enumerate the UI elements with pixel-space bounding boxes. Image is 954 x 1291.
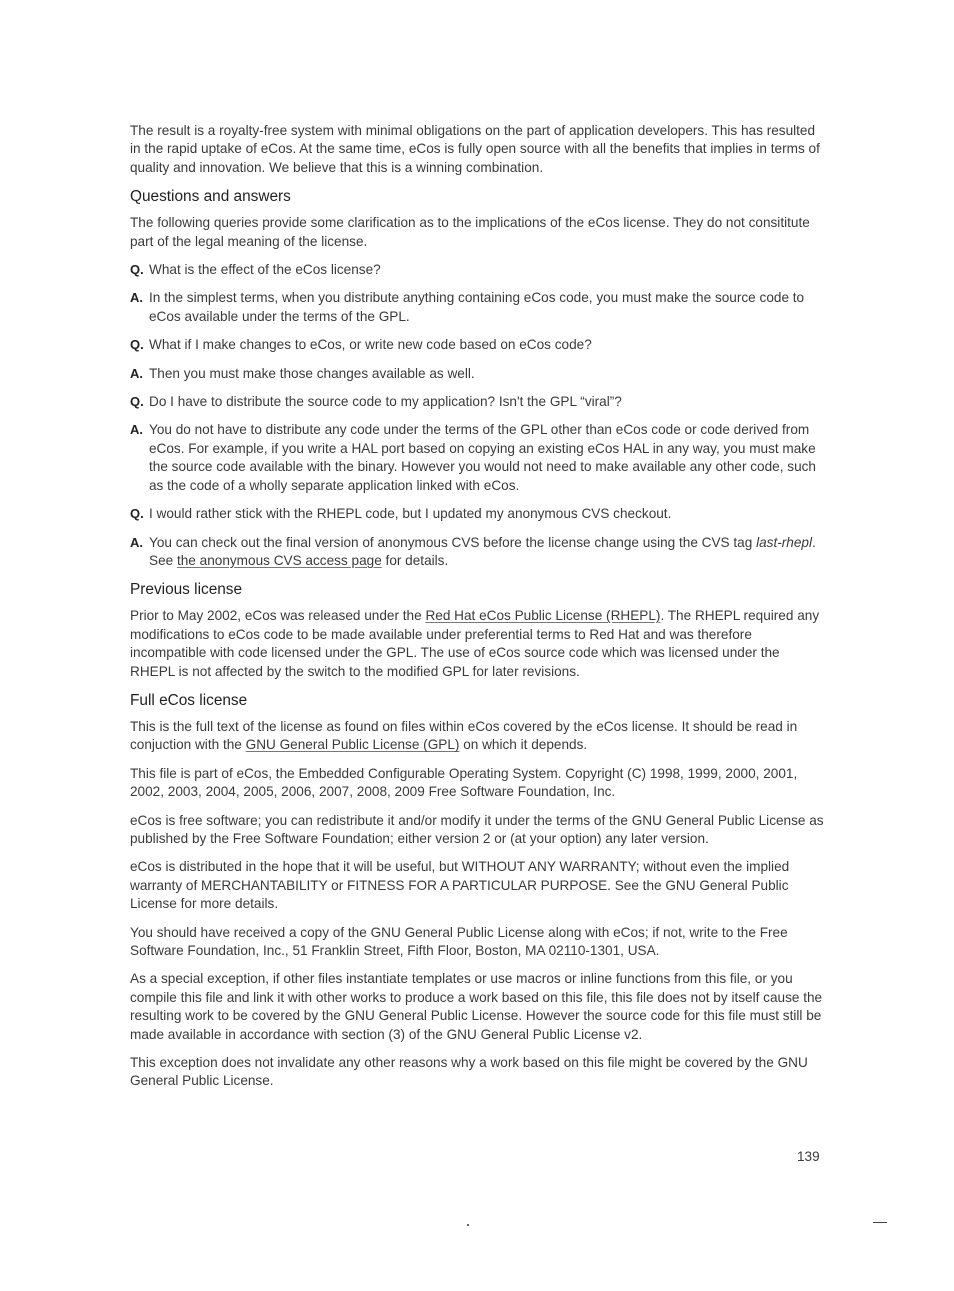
previous-text-start: Prior to May 2002, eCos was released under the xyxy=(130,608,426,624)
answer-text-end: for details. xyxy=(381,552,449,568)
answer-text: In the simplest terms, when you distribute anything containing eCos code, you must make the source code to eCos available under the terms of the GPL. xyxy=(149,290,805,324)
cvs-tag: last-rhepl xyxy=(756,534,812,550)
question-text: What if I make changes to eCos, or write new code based on eCos code? xyxy=(149,337,592,353)
license-copyright: This file is part of eCos, the Embedded Configurable Operating System. Copyright (C) 1998, 1999, 2000, 2001, 2002, 2003, 2004, 2005, 2006, 2007, 2008, 2009 Free Software Foundation, Inc. xyxy=(130,765,798,800)
full-license-heading: Full eCos license xyxy=(130,691,248,709)
previous-license-heading: Previous license xyxy=(130,581,243,599)
q-mark: Q. xyxy=(130,337,144,353)
page-edge-mark xyxy=(873,1222,887,1223)
license-free-software: eCos is free software; you can redistribute it and/or modify it under the terms of the GNU General Public License as published by the Free Software Foundation; either version 2 or (at your option) any later version. xyxy=(130,812,824,846)
question-1 xyxy=(130,261,826,279)
license-copy-notice: You should have received a copy of the GNU General Public License along with eCos; if not, write to the Free Software Foundation, Inc., 51 Franklin Street, Fifth Floor, Boston, MA 02110-1301, USA. xyxy=(130,924,788,958)
qa-intro: The following queries provide some clarification as to the implications of the eCos license. They do not consititute part of the legal meaning of the license. xyxy=(130,215,810,249)
full-intro-start: This is the full text of the license as found on files within eCos covered by the eCos license. It should be read in conjuction with the xyxy=(130,718,798,753)
intro-paragraph: The result is a royalty-free system with minimal obligations on the part of application developers. This has resulted in the rapid uptake of eCos. At the same time, eCos is fully open source with all the benefits that implies in terms of quality and innovation. We believe that this is a winning combination. xyxy=(130,123,820,175)
question-4 xyxy=(130,505,826,523)
a-mark: A. xyxy=(130,365,143,381)
qa-heading: Questions and answers xyxy=(130,188,291,206)
license-warranty: eCos is distributed in the hope that it will be useful, but WITHOUT ANY WARRANTY; without even the implied warranty of MERCHANTABILITY or FITNESS FOR A PARTICULAR PURPOSE. See the GNU General Public License for more details. xyxy=(130,859,790,912)
answer-text-start: You can check out the final version of anonymous CVS before the license change using the CVS tag xyxy=(149,534,757,550)
q-mark: Q. xyxy=(130,506,144,522)
answer-text: Then you must make those changes available as well. xyxy=(149,365,475,381)
a-mark: A. xyxy=(130,422,143,438)
answer-1 xyxy=(130,289,826,326)
license-exception-note: This exception does not invalidate any other reasons why a work based on this file might be covered by the GNU General Public License. xyxy=(130,1055,808,1089)
q-mark: Q. xyxy=(130,262,144,278)
previous-text-end: . The RHEPL required any modifications to eCos code to be made available under preferential terms to Red Hat and was therefore incompatible with code licensed under the GPL. The use of eCos source code which was licensed under the RHEPL is not affected by the switch to the modified GPL for later revisions. xyxy=(130,608,820,679)
full-license-intro xyxy=(130,718,826,755)
answer-text-mid: . See xyxy=(149,534,816,568)
license-exception: As a special exception, if other files instantiate templates or use macros or inline functions from this file, or you compile this file and link it with other works to produce a work based on this file, this file does not by itself cause the resulting work to be covered by the GNU General Public License. However the source code for this file must still be made available in accordance with section (3) of the GNU General Public License v2. xyxy=(130,971,823,1042)
a-mark: A. xyxy=(130,290,143,306)
previous-license-paragraph xyxy=(130,607,826,681)
answer-4 xyxy=(130,534,826,571)
answer-text xyxy=(149,534,826,571)
q-mark: Q. xyxy=(130,394,144,410)
question-text: I would rather stick with the RHEPL code, but I updated my anonymous CVS checkout. xyxy=(149,506,672,522)
page-number: 139 xyxy=(797,1149,820,1164)
gpl-link[interactable]: GNU General Public License (GPL) xyxy=(245,737,460,753)
question-3 xyxy=(130,393,826,411)
a-mark: A. xyxy=(130,534,143,550)
answer-2 xyxy=(130,365,826,383)
question-2 xyxy=(130,336,826,354)
rhepl-link[interactable]: Red Hat eCos Public License (RHEPL) xyxy=(425,608,661,624)
page-mark xyxy=(467,1224,469,1226)
answer-text: You do not have to distribute any code under the terms of the GPL other than eCos code or code derived from eCos. For example, if you write a HAL port based on copying an existing eCos HAL in any way, you must make the source code available with the binary. However you would not need to make available any other code, such as the code of a wholly separate application linked with eCos. xyxy=(149,422,816,493)
question-text: Do I have to distribute the source code to my application? Isn't the GPL “viral”? xyxy=(149,394,622,410)
page-content xyxy=(130,122,826,1101)
question-text: What is the effect of the eCos license? xyxy=(149,262,381,278)
full-intro-end: on which it depends. xyxy=(459,737,588,753)
answer-3 xyxy=(130,421,826,495)
cvs-access-link[interactable]: the anonymous CVS access page xyxy=(176,552,382,568)
